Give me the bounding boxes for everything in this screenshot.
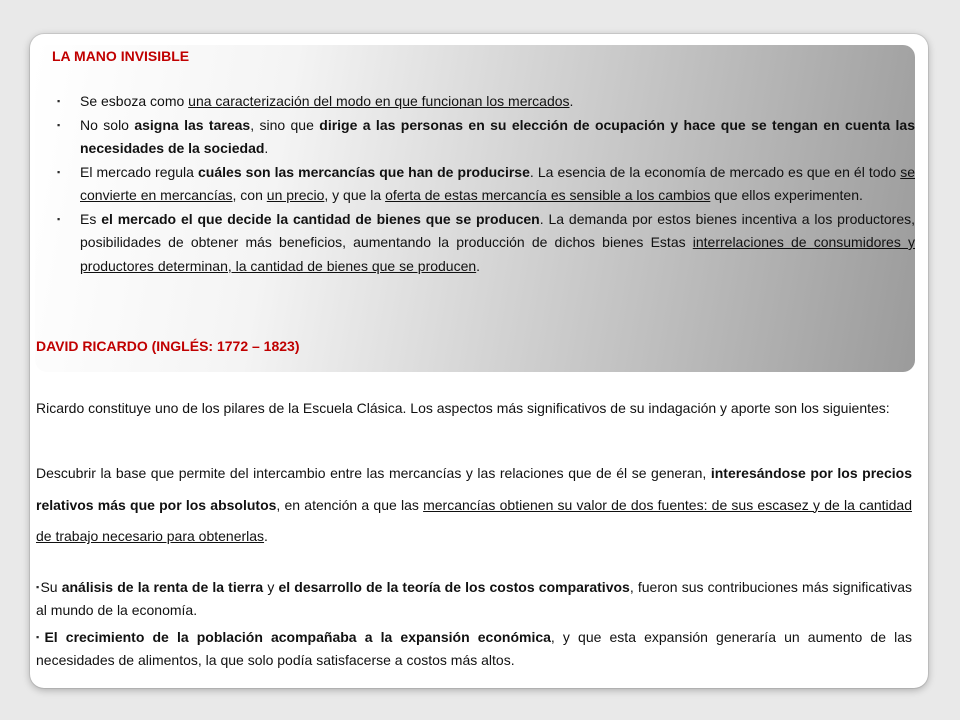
square-bullet-icon: ▪: [57, 96, 61, 106]
bullet-text: . La demanda por estos bienes incentiva a los productores, posibilidades de obtener más beneficios, aumentando la producción de dichos bienes Estas: [80, 210, 915, 250]
square-bullet-icon: ▪: [57, 119, 61, 130]
paragraph-text: .: [264, 528, 268, 544]
bold-text: el mercado el que decide la cantidad de bienes que se producen: [101, 210, 540, 227]
bullet-text: Se esboza como: [80, 93, 189, 109]
bold-text: análisis de la renta de la tierra: [61, 579, 264, 595]
bullet-item: [57, 114, 915, 161]
square-bullet-icon: ▪: [36, 582, 40, 592]
paragraph-text: Descubrir la base que permite del intercambio entre las mercancías y las relaciones que de él se generan,: [36, 465, 711, 481]
bold-text: interesándose por los precios relativos más que por los absolutos: [36, 465, 912, 513]
bullet-text: .: [569, 93, 574, 109]
bullet-item: [57, 161, 915, 208]
paragraph-text: y: [263, 579, 279, 595]
mano-invisible-bullet-list: [57, 90, 915, 278]
bullet-text: .: [264, 140, 269, 156]
bullet-text: .: [476, 257, 481, 274]
paragraph-text: , y que esta expansión generaría un aumento de las necesidades de alimentos, la que solo podía satisfacerse a costos más altos.: [36, 629, 912, 668]
underlined-text: se convierte en mercancías: [80, 163, 915, 203]
bullet-text: que ellos experimenten.: [710, 187, 863, 203]
ricardo-intercambio-paragraph: [36, 458, 912, 553]
ricardo-renta-paragraph: [36, 576, 912, 622]
bullet-text: El mercado regula: [80, 163, 199, 180]
bullet-item: [57, 90, 915, 114]
bullet-text: Es: [80, 210, 102, 227]
bold-text: dirige a las personas en su elección de ocupación y hace que se tengan en cuenta las necesidades de la sociedad: [80, 116, 915, 156]
bold-text: cuáles son las mercancías que han de producirse: [198, 163, 530, 180]
ricardo-intro-paragraph: Ricardo constituye uno de los pilares de la Escuela Clásica. Los aspectos más significativos de su indagación y aporte son los siguientes:: [36, 400, 890, 416]
square-bullet-icon: ▪: [36, 632, 44, 642]
bullet-text: No solo: [80, 116, 135, 133]
bold-text: asigna las tareas: [134, 116, 251, 133]
bullet-text: , y que la: [324, 187, 386, 203]
section-title-mano-invisible: LA MANO INVISIBLE: [52, 48, 190, 64]
paragraph-text: Su: [40, 579, 62, 595]
square-bullet-icon: ▪: [57, 213, 61, 224]
bullet-text: , sino que: [250, 116, 320, 133]
paragraph-text: , fueron sus contribuciones más significativas al mundo de la economía.: [36, 579, 912, 618]
bold-text: El crecimiento de la población acompañaba a la expansión económica: [44, 629, 551, 645]
bullet-item: [57, 208, 915, 279]
paragraph-text: , en atención a que las: [276, 496, 424, 513]
underlined-text: oferta de estas mercancía es sensible a los cambios: [385, 187, 711, 203]
underlined-text: un precio: [266, 187, 325, 203]
square-bullet-icon: ▪: [57, 166, 61, 177]
section-title-david-ricardo: DAVID RICARDO (INGLÉS: 1772 – 1823): [36, 338, 300, 354]
underlined-text: una caracterización del modo en que funcionan los mercados: [188, 93, 570, 109]
ricardo-poblacion-paragraph: [36, 626, 912, 672]
underlined-text: mercancías obtienen su valor de dos fuentes: de sus escasez y de la cantidad de trabajo necesario para obtenerlas: [36, 496, 912, 544]
bullet-text: , con: [232, 187, 267, 203]
underlined-text: interrelaciones de consumidores y productores determinan, la cantidad de bienes que se producen: [80, 234, 915, 274]
bold-text: el desarrollo de la teoría de los costos comparativos: [278, 579, 630, 595]
bullet-text: . La esencia de la economía de mercado es que en él todo: [529, 163, 901, 180]
